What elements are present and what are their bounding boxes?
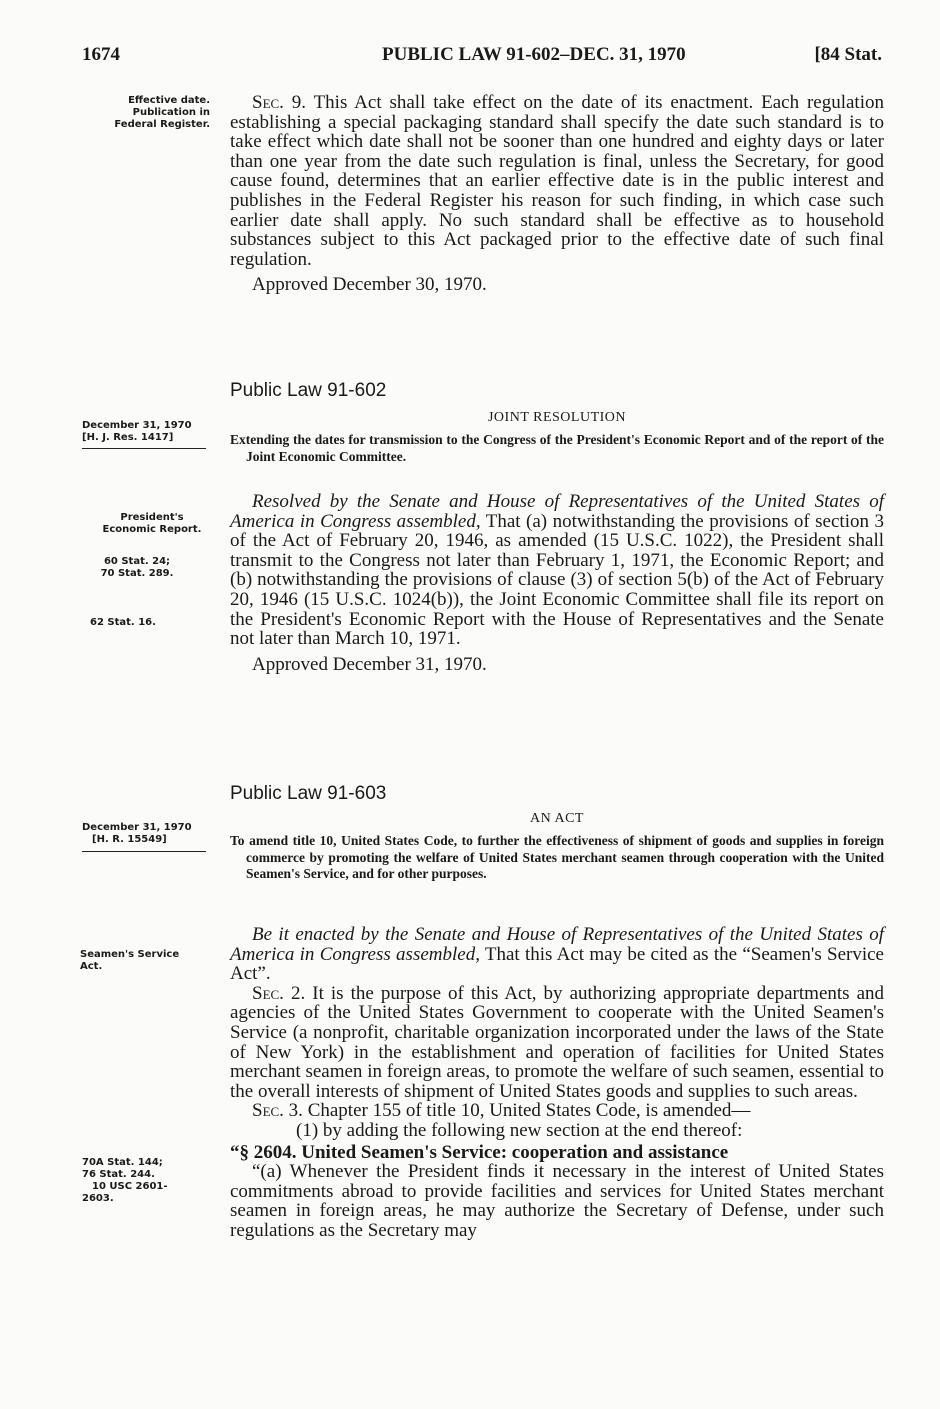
margin-note-line: [H. J. Res. 1417] bbox=[82, 432, 174, 443]
pl602-caption bbox=[230, 432, 884, 465]
new-section-heading: “§ 2604. United Seamen's Service: cooperation and assistance bbox=[230, 1141, 729, 1163]
section-2-text: It is the purpose of this Act, by authorizing appropriate departments and agencies of the United States Government to cooperate with the United Seamen's Service (a nonprofit, charitable organization incorporated under the laws of the State of New York) in the establishment and operation of facilities for United States merchant seamen in foreign areas, to promote the welfare of such seamen, essential to the overall interests of shipment of United States goods and supplies to such areas. bbox=[230, 982, 885, 1102]
margin-note-line: Federal Register. bbox=[114, 119, 210, 130]
section-9 bbox=[230, 93, 884, 295]
margin-note-line: Seamen's Service bbox=[80, 949, 180, 960]
margin-note-line: Economic Report. bbox=[102, 524, 202, 535]
margin-note-pl603-date bbox=[82, 822, 222, 846]
margin-note-effective-date bbox=[70, 95, 210, 131]
margin-note-line: Effective date. bbox=[128, 95, 210, 106]
section-label: Sec. 2. bbox=[252, 982, 306, 1004]
margin-note-stat-refs-2 bbox=[90, 617, 200, 629]
margin-note-line: 70A Stat. 144; bbox=[82, 1157, 163, 1168]
pl603-sec2 bbox=[230, 984, 884, 1102]
measure-type: JOINT RESOLUTION bbox=[487, 410, 626, 425]
statute-volume-text: [84 Stat. bbox=[814, 44, 882, 65]
margin-rule bbox=[82, 851, 206, 852]
approval-date: Approved December 31, 1970. bbox=[252, 653, 487, 675]
margin-note-line: December 31, 1970 bbox=[82, 822, 192, 833]
margin-rule bbox=[82, 448, 206, 449]
public-law-heading: Public Law 91-603 bbox=[230, 783, 387, 804]
margin-note-line: President's bbox=[120, 512, 184, 523]
margin-note-line: December 31, 1970 bbox=[82, 420, 192, 431]
section-9-text: This Act shall take effect on the date of its enactment. Each regulation establishing a special packaging standard shall specify the date such standard is to take effect which date shall not be sooner than one hundred and eighty days or later than one year from the date such regulation is final, unless the Secretary, for good cause found, determines that an earlier effective date is in the public interest and publishes in the Federal Register his reason for such finding, in which case such earlier date shall apply. No such standard shall be effective as to household substances subject to this Act packaged prior to the effective date of such final regulation. bbox=[230, 92, 884, 270]
statute-volume bbox=[814, 44, 882, 66]
section-label: Sec. 3. bbox=[252, 1100, 303, 1122]
section-label: Sec. 9. bbox=[252, 92, 307, 113]
pl603-sec3 bbox=[230, 1101, 884, 1121]
short-title: That this Act may be cited as the “Seamen's Service Act”. bbox=[230, 943, 884, 985]
caption-text: Extending the dates for transmission to the Congress of the President's Economic Report and of the report of the Joint Economic Committee. bbox=[230, 432, 884, 464]
margin-note-economic-report bbox=[82, 512, 222, 536]
margin-note-line: 60 Stat. 24; bbox=[103, 556, 171, 567]
section-3-text: Chapter 155 of title 10, United States Code, is amended— bbox=[307, 1100, 751, 1122]
margin-note-line: Publication in bbox=[132, 107, 210, 118]
margin-note-line: 2603. bbox=[82, 1193, 114, 1204]
caption-text: To amend title 10, United States Code, to further the effectiveness of shipment of goods and supplies in foreign commerce by promoting the welfare of United States merchant seamen through cooperation with the United Seamen's Service, and for other purposes. bbox=[230, 833, 884, 881]
margin-note-line: 62 Stat. 16. bbox=[90, 617, 156, 628]
pl602-body bbox=[230, 492, 884, 674]
margin-note-pl602-date bbox=[82, 420, 222, 444]
resolution-body: That (a) notwithstanding the provisions of section 3 of the Act of February 20, 1946, as amended (15 U.S.C. 1022), the President shall transmit to the Congress not later than February 1, 1971, the Economic Report; and (b) notwithstanding the provisions of clause (3) of section 5(b) of the Act of February 20, 1946 (15 U.S.C. 1024(b)), the Joint Economic Committee shall file its report on the President's Economic Report with the House of Representatives and the Senate not later than March 10, 1971. bbox=[230, 510, 884, 650]
margin-note-stat-refs-3 bbox=[82, 1157, 212, 1205]
pl603-body bbox=[230, 925, 884, 1241]
resolving-clause: Resolved by the Senate and House of Representatives of the United States of America in Congress assembled, bbox=[230, 491, 884, 532]
margin-note-line: Act. bbox=[80, 961, 103, 972]
margin-note-line: 76 Stat. 244. bbox=[82, 1169, 155, 1180]
margin-note-stat-refs-1 bbox=[82, 556, 192, 580]
section-9-paragraph bbox=[230, 93, 884, 269]
margin-note-line: 70 Stat. 289. bbox=[100, 568, 174, 579]
page-number: 1674 bbox=[82, 44, 120, 65]
pl603-enacting-text bbox=[230, 925, 884, 984]
public-law-heading: Public Law 91-602 bbox=[230, 380, 387, 401]
margin-note-seamens-act bbox=[80, 949, 230, 973]
subsection-a-text: “(a) Whenever the President finds it necessary in the interest of United States commitments abroad to provide facilities and services for United States merchant seamen in foreign areas, he may authorize the Secretary of Defense, under such regulations as the Secretary may bbox=[230, 1161, 884, 1241]
margin-note-line: 10 USC 2601- bbox=[92, 1181, 168, 1192]
amendment-item-1: (1) by adding the following new section at the end thereof: bbox=[296, 1119, 743, 1141]
measure-type: AN ACT bbox=[530, 811, 584, 826]
header-title: PUBLIC LAW 91-602–DEC. 31, 1970 bbox=[382, 44, 686, 65]
enacting-clause: Be it enacted by the Senate and House of Representatives of the United States of America in Congress assembled, bbox=[230, 924, 884, 965]
pl603-caption bbox=[230, 833, 884, 883]
approval-date: Approved December 30, 1970. bbox=[252, 274, 487, 296]
margin-note-line: [H. R. 15549] bbox=[92, 834, 167, 845]
running-header bbox=[82, 44, 882, 72]
pl602-resolution-text bbox=[230, 492, 884, 649]
